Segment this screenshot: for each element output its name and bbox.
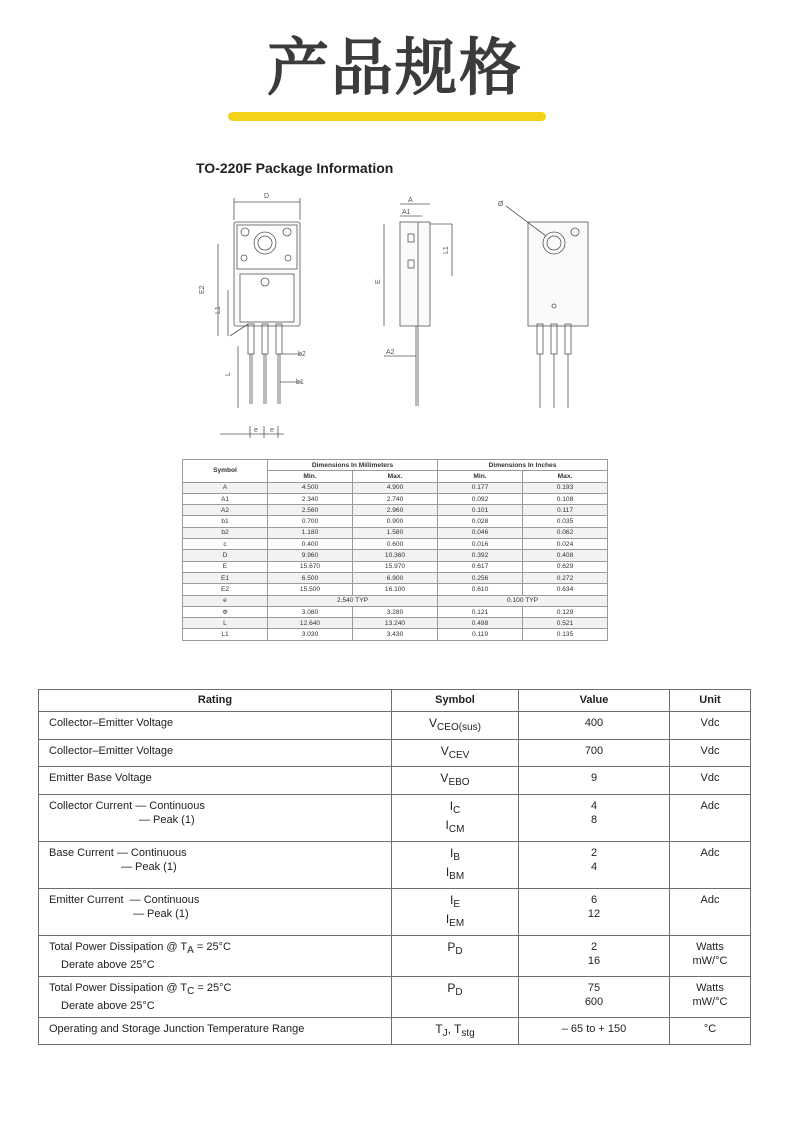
symbol-line: $I_E$ bbox=[449, 892, 460, 910]
dimensions-table bbox=[182, 459, 608, 641]
value-line: 600 bbox=[584, 996, 604, 1008]
dim-cell-mm-min: 2.340 bbox=[268, 493, 353, 504]
rating-table-row bbox=[39, 841, 751, 888]
dim-cell-mm-min: 15.670 bbox=[268, 561, 353, 572]
dim-cell-symbol: b2 bbox=[183, 527, 268, 538]
rating-cell-unit bbox=[670, 739, 751, 767]
value-line: 4 bbox=[590, 861, 598, 873]
dim-cell-mm-max: 16.100 bbox=[353, 584, 438, 595]
dim-cell-in-min: 0.119 bbox=[438, 629, 523, 640]
rating-line: Collector Current — Continuous bbox=[49, 799, 205, 812]
dim-cell-mm-min: 2.560 bbox=[268, 505, 353, 516]
dim-cell-mm-typ: 2.540 TYP bbox=[268, 595, 438, 606]
unit-line: Vdc bbox=[700, 744, 720, 757]
ratings-table-body bbox=[39, 712, 751, 1045]
rating-cell-unit bbox=[670, 841, 751, 888]
rating-cell-symbol bbox=[392, 841, 519, 888]
dim-cell-symbol: e bbox=[183, 595, 268, 606]
rating-line: Collector–Emitter Voltage bbox=[49, 717, 174, 729]
dim-cell-mm-min: 6.500 bbox=[268, 572, 353, 583]
rating-cell-description bbox=[39, 739, 392, 767]
dim-cell-in-min: 0.392 bbox=[438, 550, 523, 561]
rating-cell-unit bbox=[670, 794, 751, 841]
dim-cell-in-min: 0.256 bbox=[438, 572, 523, 583]
value-line: 400 bbox=[584, 717, 604, 729]
symbol-subscript: EBO bbox=[448, 777, 470, 788]
unit-line: Vdc bbox=[700, 772, 720, 784]
value-line: 6 bbox=[590, 893, 598, 906]
value-line: 75 bbox=[587, 981, 601, 994]
value-line: 9 bbox=[590, 772, 598, 784]
dim-header-symbol: Symbol bbox=[183, 460, 268, 483]
value-line: 4 bbox=[590, 799, 598, 812]
rating-cell-symbol bbox=[392, 935, 519, 976]
package-title: TO-220F Package Information bbox=[196, 160, 394, 176]
rating-line: Operating and Storage Junction Temperature Range bbox=[49, 1022, 305, 1035]
dim-cell-mm-max: 6.900 bbox=[353, 572, 438, 583]
unit-line: Adc bbox=[700, 799, 720, 812]
dim-table-row bbox=[183, 595, 608, 606]
dim-cell-mm-max: 0.600 bbox=[353, 539, 438, 550]
dim-label-d: D bbox=[264, 193, 270, 200]
symbol-subscript: CM bbox=[448, 824, 465, 835]
dim-cell-mm-max: 15.970 bbox=[353, 561, 438, 572]
dim-table-row bbox=[183, 505, 608, 516]
rating-subscript: C bbox=[187, 985, 195, 997]
dim-cell-mm-min: 3.080 bbox=[268, 606, 353, 617]
dim-cell-mm-max: 2.740 bbox=[353, 493, 438, 504]
dim-cell-mm-min: 3.030 bbox=[268, 629, 353, 640]
dim-label-l: L bbox=[225, 372, 232, 376]
dim-cell-in-max: 0.062 bbox=[523, 527, 608, 538]
rating-cell-description bbox=[39, 935, 392, 976]
rating-cell-symbol bbox=[392, 1017, 519, 1045]
dim-cell-in-min: 0.498 bbox=[438, 618, 523, 629]
dim-cell-mm-max: 4.900 bbox=[353, 482, 438, 493]
rating-cell-description bbox=[39, 888, 392, 935]
symbol-line: $I_{BM}$ bbox=[445, 865, 465, 882]
symbol-line: $P_D$ bbox=[447, 980, 463, 998]
dim-table-row bbox=[183, 618, 608, 629]
dim-cell-in-max: 0.193 bbox=[523, 482, 608, 493]
dim-cell-in-max: 0.108 bbox=[523, 493, 608, 504]
dim-cell-symbol: E1 bbox=[183, 572, 268, 583]
dim-cell-symbol: b1 bbox=[183, 516, 268, 527]
dim-label-a2: A2 bbox=[386, 349, 395, 356]
rating-line: — Peak (1) bbox=[133, 908, 189, 920]
rating-table-row bbox=[39, 739, 751, 767]
dimensions-table-body bbox=[183, 482, 608, 640]
symbol-subscript: BM bbox=[449, 871, 465, 882]
symbol-line: $V_{CEO(sus)}$ bbox=[429, 716, 481, 733]
dim-cell-in-max: 0.035 bbox=[523, 516, 608, 527]
symbol-subscript: D bbox=[455, 986, 463, 998]
rating-cell-value bbox=[519, 888, 670, 935]
page-title: 产品规格 bbox=[266, 31, 523, 104]
symbol-subscript: D bbox=[455, 945, 463, 957]
rating-cell-symbol bbox=[392, 976, 519, 1017]
symbol-line: $V_{CEV}$ bbox=[440, 743, 470, 761]
dim-cell-symbol: c bbox=[183, 539, 268, 550]
dim-cell-in-max: 0.129 bbox=[523, 606, 608, 617]
rating-cell-unit bbox=[670, 888, 751, 935]
dim-header-mm: Dimensions In Millimeters bbox=[268, 460, 438, 471]
symbol-line: $V_{EBO}$ bbox=[440, 771, 470, 788]
rating-cell-description bbox=[39, 712, 392, 740]
dim-cell-in-max: 0.117 bbox=[523, 505, 608, 516]
rating-line: Total Power Dissipation @ TC = 25°C bbox=[49, 981, 232, 997]
rating-cell-value bbox=[519, 1017, 670, 1045]
rating-cell-unit bbox=[670, 1017, 751, 1045]
dim-cell-in-max: 0.634 bbox=[523, 584, 608, 595]
dim-cell-in-min: 0.028 bbox=[438, 516, 523, 527]
dim-table-row bbox=[183, 584, 608, 595]
rating-cell-value bbox=[519, 841, 670, 888]
rating-cell-unit bbox=[670, 767, 751, 795]
dim-label-e-2: e bbox=[270, 427, 274, 434]
dim-label-e-1: e bbox=[254, 427, 258, 434]
dim-label-phi: Ø bbox=[498, 201, 504, 208]
dim-label-l1-front: L1 bbox=[215, 306, 222, 314]
rating-cell-description bbox=[39, 1017, 392, 1045]
dim-cell-mm-max: 3.430 bbox=[353, 629, 438, 640]
rating-cell-unit bbox=[670, 712, 751, 740]
dim-cell-symbol: L1 bbox=[183, 629, 268, 640]
dim-table-row bbox=[183, 493, 608, 504]
rating-line: — Peak (1) bbox=[139, 814, 195, 826]
dim-table-row bbox=[183, 572, 608, 583]
unit-line: Adc bbox=[700, 893, 720, 906]
dim-cell-in-min: 0.121 bbox=[438, 606, 523, 617]
dim-cell-in-max: 0.629 bbox=[523, 561, 608, 572]
value-line: 16 bbox=[587, 955, 601, 967]
symbol-subscript: EM bbox=[449, 918, 465, 929]
rating-cell-symbol bbox=[392, 767, 519, 795]
rating-line: — Peak (1) bbox=[121, 861, 177, 873]
dim-cell-symbol: A2 bbox=[183, 505, 268, 516]
dim-cell-in-max: 0.408 bbox=[523, 550, 608, 561]
dim-table-row bbox=[183, 527, 608, 538]
rating-cell-unit bbox=[670, 976, 751, 1017]
rating-line: Derate above 25°C bbox=[61, 959, 155, 971]
symbol-subscript: CEV bbox=[448, 749, 470, 761]
rating-cell-value bbox=[519, 712, 670, 740]
dim-table-row bbox=[183, 561, 608, 572]
dim-header-in-min: Min. bbox=[438, 471, 523, 482]
rating-cell-value bbox=[519, 976, 670, 1017]
value-line: 8 bbox=[590, 814, 598, 826]
symbol-line: $T_J$, $T_{stg}$ bbox=[435, 1021, 475, 1039]
dim-table-row bbox=[183, 482, 608, 493]
rating-cell-value bbox=[519, 739, 670, 767]
rating-cell-description bbox=[39, 767, 392, 795]
rating-line: Collector–Emitter Voltage bbox=[49, 744, 174, 757]
symbol-subscript: B bbox=[453, 851, 460, 863]
dim-cell-symbol: A bbox=[183, 482, 268, 493]
dim-label-b1: b1 bbox=[296, 379, 304, 386]
dim-cell-in-max: 0.135 bbox=[523, 629, 608, 640]
rating-header-value: Value bbox=[519, 690, 670, 712]
rating-cell-value bbox=[519, 794, 670, 841]
dim-cell-in-max: 0.024 bbox=[523, 539, 608, 550]
dim-cell-mm-max: 0.900 bbox=[353, 516, 438, 527]
rating-table-row bbox=[39, 794, 751, 841]
dim-cell-mm-min: 12.640 bbox=[268, 618, 353, 629]
dim-cell-mm-min: 15.500 bbox=[268, 584, 353, 595]
dim-cell-symbol: E2 bbox=[183, 584, 268, 595]
rating-table-row bbox=[39, 935, 751, 976]
unit-line: °C bbox=[703, 1022, 717, 1035]
symbol-line: $P_D$ bbox=[447, 939, 463, 957]
dim-cell-mm-max: 1.580 bbox=[353, 527, 438, 538]
dim-label-e: E bbox=[375, 279, 382, 284]
to220f-outline-drawing bbox=[190, 186, 610, 446]
dim-label-a: A bbox=[408, 197, 413, 204]
dim-cell-mm-min: 1.180 bbox=[268, 527, 353, 538]
rating-cell-value bbox=[519, 935, 670, 976]
unit-line: mW/°C bbox=[692, 955, 728, 967]
symbol-subscript: J bbox=[442, 1027, 448, 1039]
dim-table-row bbox=[183, 550, 608, 561]
dim-cell-mm-min: 9.960 bbox=[268, 550, 353, 561]
dim-cell-in-max: 0.521 bbox=[523, 618, 608, 629]
unit-line: Adc bbox=[700, 846, 720, 859]
symbol-subscript: CEO(sus) bbox=[437, 722, 481, 733]
rating-cell-value bbox=[519, 767, 670, 795]
dim-cell-mm-min: 0.400 bbox=[268, 539, 353, 550]
symbol-subscript: C bbox=[453, 804, 461, 816]
dim-header-mm-min: Min. bbox=[268, 471, 353, 482]
dim-cell-in-typ: 0.100 TYP bbox=[438, 595, 608, 606]
rating-cell-description bbox=[39, 794, 392, 841]
dim-cell-in-max: 0.272 bbox=[523, 572, 608, 583]
rating-table-row bbox=[39, 767, 751, 795]
rating-cell-description bbox=[39, 841, 392, 888]
dim-cell-mm-max: 10.360 bbox=[353, 550, 438, 561]
rating-line: Emitter Current — Continuous bbox=[49, 893, 200, 906]
dim-cell-in-min: 0.046 bbox=[438, 527, 523, 538]
dim-label-l1-side: L1 bbox=[443, 246, 450, 254]
dim-cell-symbol: D bbox=[183, 550, 268, 561]
rating-table-row bbox=[39, 1017, 751, 1045]
dim-cell-mm-max: 3.280 bbox=[353, 606, 438, 617]
dim-cell-symbol: Φ bbox=[183, 606, 268, 617]
dim-label-b2: b2 bbox=[298, 351, 306, 358]
package-drawing bbox=[190, 186, 610, 451]
unit-line: Watts bbox=[696, 940, 724, 953]
dim-cell-symbol: L bbox=[183, 618, 268, 629]
value-line: – 65 to + 150 bbox=[561, 1022, 627, 1035]
dim-cell-in-min: 0.177 bbox=[438, 482, 523, 493]
rating-cell-symbol bbox=[392, 739, 519, 767]
dim-label-e2: E2 bbox=[199, 285, 206, 294]
rating-header-unit: Unit bbox=[670, 690, 751, 712]
dim-header-inch: Dimensions In Inches bbox=[438, 460, 608, 471]
symbol-line: $I_B$ bbox=[449, 845, 460, 863]
rating-header-symbol: Symbol bbox=[392, 690, 519, 712]
symbol-line: $I_{EM}$ bbox=[445, 912, 465, 929]
dim-header-mm-max: Max. bbox=[353, 471, 438, 482]
dim-header-in-max: Max. bbox=[523, 471, 608, 482]
value-line: 2 bbox=[590, 940, 598, 953]
rating-cell-symbol bbox=[392, 888, 519, 935]
dim-cell-symbol: E bbox=[183, 561, 268, 572]
dim-table-row bbox=[183, 629, 608, 640]
rating-line: Emitter Base Voltage bbox=[49, 772, 152, 784]
rating-cell-description bbox=[39, 976, 392, 1017]
rating-cell-unit bbox=[670, 935, 751, 976]
rating-cell-symbol bbox=[392, 712, 519, 740]
rating-subscript: A bbox=[187, 944, 194, 956]
dim-cell-symbol: A1 bbox=[183, 493, 268, 504]
rating-table-row bbox=[39, 712, 751, 740]
rating-table-row bbox=[39, 888, 751, 935]
dim-label-a1: A1 bbox=[402, 209, 411, 216]
dim-cell-mm-min: 0.700 bbox=[268, 516, 353, 527]
title-underline-bar bbox=[228, 112, 546, 121]
dim-cell-in-min: 0.617 bbox=[438, 561, 523, 572]
rating-line: Derate above 25°C bbox=[61, 1000, 155, 1012]
rating-header-rating: Rating bbox=[39, 690, 392, 712]
rating-table-row bbox=[39, 976, 751, 1017]
dim-table-row bbox=[183, 606, 608, 617]
symbol-line: $I_C$ bbox=[449, 798, 461, 816]
dim-cell-in-min: 0.016 bbox=[438, 539, 523, 550]
rating-cell-symbol bbox=[392, 794, 519, 841]
dim-cell-mm-min: 4.500 bbox=[268, 482, 353, 493]
symbol-subscript: E bbox=[453, 898, 460, 910]
value-line: 2 bbox=[590, 846, 598, 859]
ratings-table bbox=[38, 689, 751, 1045]
value-line: 700 bbox=[584, 744, 604, 757]
unit-line: Watts bbox=[696, 981, 724, 994]
dim-table-row bbox=[183, 539, 608, 550]
dim-cell-in-min: 0.610 bbox=[438, 584, 523, 595]
dim-cell-in-min: 0.101 bbox=[438, 505, 523, 516]
dim-cell-in-min: 0.092 bbox=[438, 493, 523, 504]
unit-line: Vdc bbox=[700, 717, 720, 729]
unit-line: mW/°C bbox=[692, 996, 728, 1008]
symbol-line: $I_{CM}$ bbox=[445, 818, 465, 835]
symbol-subscript: stg bbox=[461, 1027, 475, 1039]
dim-cell-mm-max: 2.960 bbox=[353, 505, 438, 516]
rating-line: Total Power Dissipation @ TA = 25°C bbox=[49, 940, 231, 956]
value-line: 12 bbox=[587, 908, 601, 920]
dim-cell-mm-max: 13.240 bbox=[353, 618, 438, 629]
dim-table-row bbox=[183, 516, 608, 527]
rating-line: Base Current — Continuous bbox=[49, 846, 187, 859]
